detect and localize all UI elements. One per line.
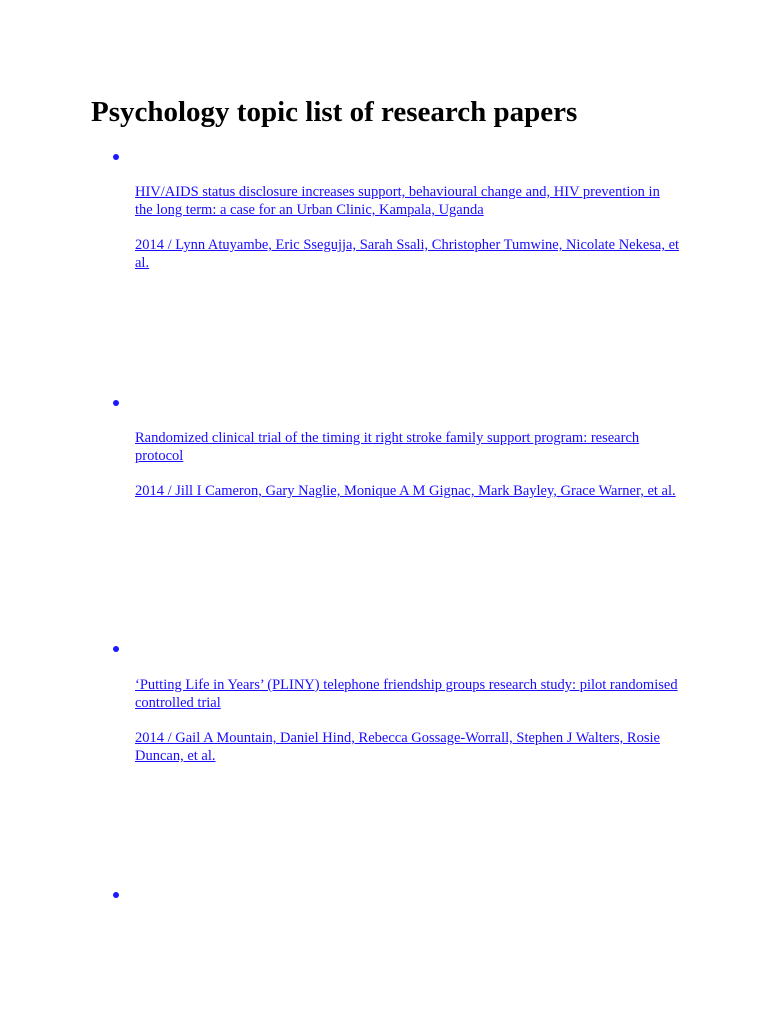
list-bullet bbox=[113, 646, 119, 652]
paper-title-link[interactable]: ‘Putting Life in Years’ (PLINY) telephone friendship groups research study: pilot randomised controlled trial bbox=[135, 677, 678, 711]
list-bullet bbox=[113, 892, 119, 898]
list-item bbox=[135, 429, 680, 500]
paper-title-link[interactable]: Randomized clinical trial of the timing it right stroke family support program: research protocol bbox=[135, 430, 640, 464]
paper-authors-link[interactable]: 2014 / Gail A Mountain, Daniel Hind, Rebecca Gossage-Worrall, Stephen J Walters, Rosie Duncan, et al. bbox=[135, 730, 660, 764]
list-bullet bbox=[113, 154, 119, 160]
paper-authors-link[interactable]: 2014 / Lynn Atuyambe, Eric Ssegujja, Sarah Ssali, Christopher Tumwine, Nicolate Nekesa, et al. bbox=[135, 237, 680, 271]
list-bullet bbox=[113, 400, 119, 406]
paper-authors-link[interactable]: 2014 / Jill I Cameron, Gary Naglie, Monique A M Gignac, Mark Bayley, Grace Warner, et al. bbox=[135, 483, 676, 499]
page-title: Psychology topic list of research papers bbox=[91, 96, 578, 128]
list-item bbox=[135, 183, 680, 272]
list-item bbox=[135, 676, 680, 765]
paper-title-link[interactable]: HIV/AIDS status disclosure increases support, behavioural change and, HIV prevention in the long term: a case for an Urban Clinic, Kampala, Uganda bbox=[135, 184, 660, 218]
